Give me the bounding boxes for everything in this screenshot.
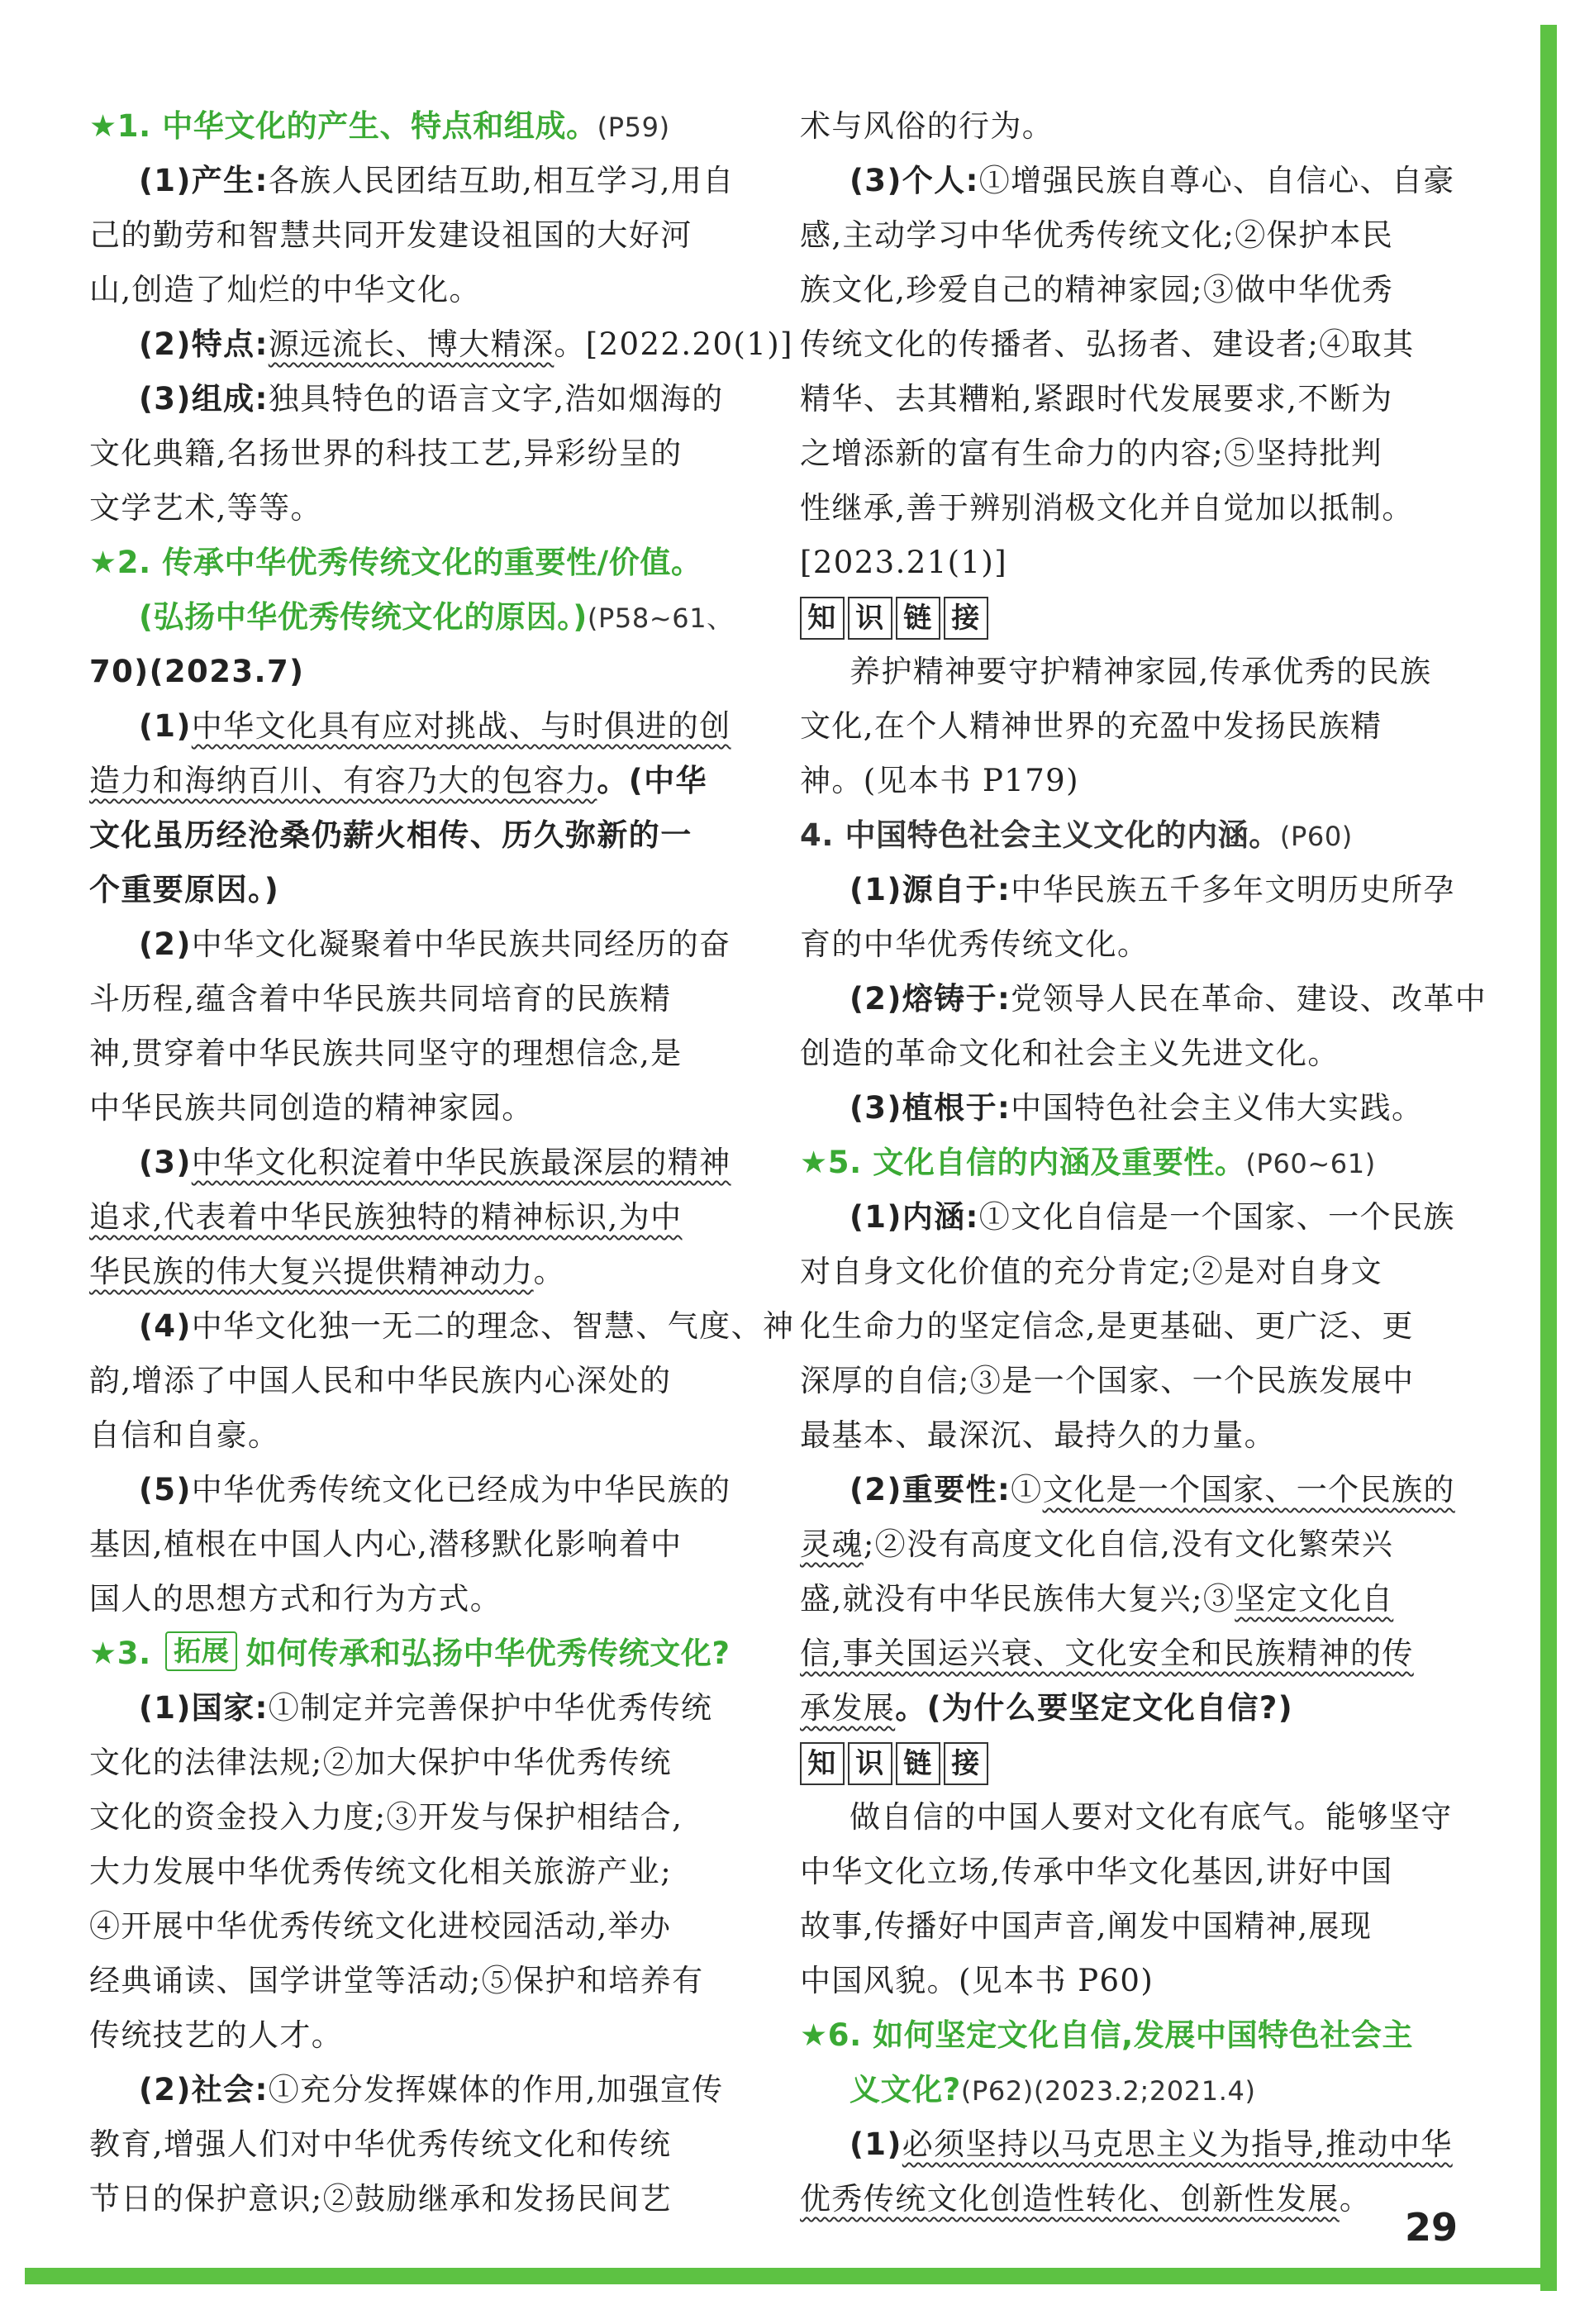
line-text: 文学艺术,等等。 xyxy=(89,490,322,526)
text-line xyxy=(89,1572,717,1626)
left-column xyxy=(89,99,795,2226)
key-point: 承发展 xyxy=(800,1690,896,1726)
section-number: 6. xyxy=(827,2017,873,2053)
line-text: 做自信的中国人要对文化有底气。能够坚守 xyxy=(849,1799,1453,1835)
text-line xyxy=(800,917,1428,972)
item-label: (3)个人: xyxy=(849,163,979,198)
text-line xyxy=(800,426,1428,481)
text-line xyxy=(89,263,717,317)
line-text: 创造的革命文化和社会主义先进文化。 xyxy=(800,1036,1340,1071)
text-line xyxy=(800,154,1455,208)
line-text: 70)(2023.7) xyxy=(89,654,305,689)
text-line xyxy=(800,1517,1428,1572)
section-title xyxy=(800,2063,1428,2117)
text-line xyxy=(800,1081,1428,1136)
line-text: 各族人民团结互助,相互学习,用自 xyxy=(268,163,735,198)
key-point: 造力和海纳百川、有容乃大的包容力 xyxy=(89,763,597,798)
star-icon: ★ xyxy=(800,1145,828,1180)
line-text: 之增添新的富有生命力的内容;⑤坚持批判 xyxy=(800,436,1383,471)
text-line xyxy=(800,99,1428,154)
knowledge-link-char: 接 xyxy=(944,1742,988,1785)
line-text: 对自身文化价值的充分肯定;②是对自身文 xyxy=(800,1254,1383,1289)
key-point: 中华文化具有应对挑战、与时俱进的创 xyxy=(191,708,731,744)
text-line xyxy=(800,863,1455,917)
text-line xyxy=(800,972,1487,1026)
key-point: 华民族的伟大复兴提供精神动力 xyxy=(89,1254,534,1289)
line-text: 族文化,珍爱自己的精神家园;③做中华优秀 xyxy=(800,272,1394,307)
line-text: 独具特色的语言文字,浩如烟海的 xyxy=(268,381,724,417)
page-reference: (P58~61、 xyxy=(587,602,734,634)
green-frame-bottom xyxy=(25,2268,1557,2284)
key-point: 优秀传统文化创造性转化、创新性发展 xyxy=(800,2181,1340,2217)
text-line xyxy=(89,1299,795,1354)
line-text: 。(中华 xyxy=(597,763,707,798)
line-text: 山,创造了灿烂的中华文化。 xyxy=(89,272,481,307)
line-text: 节日的保护意识;②鼓励继承和发扬民间艺 xyxy=(89,2181,673,2217)
text-line xyxy=(89,1517,717,1572)
line-text: 文化的法律法规;②加大保护中华优秀传统 xyxy=(89,1745,673,1780)
section-number: 1. xyxy=(117,108,163,144)
key-point: 坚定文化自 xyxy=(1235,1581,1394,1617)
line-text: 中国特色社会主义伟大实践。 xyxy=(1011,1090,1424,1126)
line-text: 中国风貌。(见本书 P60) xyxy=(800,1963,1154,1998)
section-title xyxy=(800,2008,1428,2063)
text-line xyxy=(89,154,735,208)
line-text: 己的勤劳和智慧共同开发建设祖国的大好河 xyxy=(89,217,692,253)
line-text: 韵,增添了中国人民和中华民族内心深处的 xyxy=(89,1363,672,1398)
line-text: [2023.21(1)] xyxy=(800,545,1008,580)
line-text: 中华民族共同创造的精神家园。 xyxy=(89,1090,534,1126)
text-line xyxy=(89,1081,717,1136)
item-label: (2)社会: xyxy=(139,2072,269,2107)
text-line xyxy=(89,1408,717,1463)
text-line xyxy=(89,1190,717,1245)
section-title-text: 如何传承和弘扬中华优秀传统文化? xyxy=(245,1636,731,1671)
text-line xyxy=(800,1026,1428,1081)
item-label: (2)特点: xyxy=(139,326,269,362)
text-line xyxy=(800,1190,1455,1245)
page-number: 29 xyxy=(1405,2205,1459,2250)
text-line xyxy=(800,1626,1428,1681)
line-text: 术与风俗的行为。 xyxy=(800,108,1054,144)
star-icon: ★ xyxy=(89,1636,117,1671)
text-line xyxy=(800,208,1428,263)
text-line xyxy=(89,645,717,699)
text-line xyxy=(89,2008,717,2063)
line-text: 中华文化凝聚着中华民族共同经历的奋 xyxy=(191,926,731,962)
text-line xyxy=(800,645,1432,699)
line-text: 中华文化立场,传承中华文化基因,讲好中国 xyxy=(800,1854,1393,1889)
text-line xyxy=(89,2117,717,2172)
line-text: 性继承,善于辨别消极文化并自觉加以抵制。 xyxy=(800,490,1414,526)
item-label: (2)熔铸于: xyxy=(849,981,1011,1017)
item-label: (1) xyxy=(139,708,192,744)
text-line xyxy=(800,1845,1428,1899)
text-line xyxy=(800,263,1428,317)
section-title-text: (弘扬中华优秀传统文化的原因。) xyxy=(139,599,588,635)
line-text: ①文化自信是一个国家、一个民族 xyxy=(978,1199,1455,1235)
text-line xyxy=(89,372,724,426)
text-line xyxy=(89,1899,717,1954)
section-title xyxy=(800,808,1428,863)
text-line xyxy=(89,1845,717,1899)
text-line xyxy=(89,1736,717,1790)
section-title xyxy=(89,590,734,645)
key-point: 中华文化积淀着中华民族最深层的精神 xyxy=(191,1145,731,1180)
knowledge-link-char: 链 xyxy=(896,1742,940,1785)
knowledge-link-badge xyxy=(800,1742,988,1785)
section-number: 5. xyxy=(827,1145,873,1180)
key-point: 文化是一个国家、一个民族的 xyxy=(1042,1472,1455,1507)
text-line xyxy=(89,481,717,536)
text-line xyxy=(89,1026,717,1081)
section-title-text: 中国特色社会主义文化的内涵。 xyxy=(845,817,1280,853)
line-text: 文化,在个人精神世界的充盈中发扬民族精 xyxy=(800,708,1382,744)
section-title-text: 文化自信的内涵及重要性。 xyxy=(873,1145,1246,1180)
line-text: 传统文化的传播者、弘扬者、建设者;④取其 xyxy=(800,326,1415,362)
item-label: (4) xyxy=(139,1308,192,1344)
text-line xyxy=(89,1245,717,1299)
line-text: 深厚的自信;③是一个国家、一个民族发展中 xyxy=(800,1363,1415,1398)
line-text: 。[2022.20(1)] xyxy=(554,326,793,362)
text-line xyxy=(89,208,717,263)
text-line xyxy=(800,1408,1428,1463)
knowledge-link-header xyxy=(800,590,1428,645)
text-line xyxy=(89,2172,717,2226)
knowledge-link-char: 识 xyxy=(848,1742,892,1785)
text-line xyxy=(800,1299,1428,1354)
line-text: 斗历程,蕴含着中华民族共同培育的民族精 xyxy=(89,981,672,1017)
line-text: 文化典籍,名扬世界的科技工艺,异彩纷呈的 xyxy=(89,436,683,471)
line-text: 育的中华优秀传统文化。 xyxy=(800,926,1149,962)
key-point: 追求,代表着中华民族独特的精神标识,为中 xyxy=(89,1199,683,1235)
line-text: 最基本、最深沉、最持久的力量。 xyxy=(800,1417,1276,1453)
text-line xyxy=(800,2117,1453,2172)
text-line xyxy=(800,536,1428,590)
text-line xyxy=(89,699,731,754)
text-line xyxy=(800,1572,1428,1626)
line-text: ①增强民族自尊心、自信心、自豪 xyxy=(978,163,1455,198)
line-text: 国人的思想方式和行为方式。 xyxy=(89,1581,502,1617)
page-reference: (P59) xyxy=(597,112,670,143)
extension-badge: 拓展 xyxy=(165,1631,237,1671)
section-title xyxy=(89,536,717,590)
line-text: 化生命力的坚定信念,是更基础、更广泛、更 xyxy=(800,1308,1414,1344)
text-line xyxy=(800,372,1428,426)
section-title-text: 义文化? xyxy=(849,2072,961,2107)
line-text: 。 xyxy=(533,1254,566,1289)
line-text: 感,主动学习中华优秀传统文化;②保护本民 xyxy=(800,217,1394,253)
line-text: ;②没有高度文化自信,没有文化繁荣兴 xyxy=(863,1526,1394,1562)
section-number: 3. xyxy=(117,1636,163,1671)
right-column xyxy=(800,99,1487,2226)
line-text: ④开展中华优秀传统文化进校园活动,举办 xyxy=(89,1908,672,1944)
text-line xyxy=(800,1899,1428,1954)
text-line xyxy=(89,317,793,372)
page-reference: (P60~61) xyxy=(1245,1148,1376,1179)
text-line xyxy=(800,1954,1428,2008)
text-line xyxy=(800,481,1428,536)
line-text: 。 xyxy=(1339,2181,1372,2217)
line-text: 个重要原因。) xyxy=(89,872,280,907)
text-line xyxy=(800,1463,1455,1517)
line-text: 传统技艺的人才。 xyxy=(89,2017,344,2053)
text-line xyxy=(800,1245,1428,1299)
line-text: 中华民族五千多年文明历史所孕 xyxy=(1011,872,1455,907)
knowledge-link-char: 知 xyxy=(800,597,845,640)
star-icon: ★ xyxy=(89,545,117,580)
text-line xyxy=(800,317,1428,372)
section-number: 4. xyxy=(800,817,845,853)
text-line xyxy=(89,808,717,863)
line-text: 神。(见本书 P179) xyxy=(800,763,1079,798)
text-line xyxy=(800,1681,1428,1736)
text-line xyxy=(89,1681,717,1736)
line-text: 文化虽历经沧桑仍薪火相传、历久弥新的一 xyxy=(89,817,692,853)
knowledge-link-char: 知 xyxy=(800,1742,845,1785)
item-label: (5) xyxy=(139,1472,192,1507)
text-line xyxy=(800,699,1428,754)
section-title-text: 中华文化的产生、特点和组成。 xyxy=(162,108,597,144)
section-title-text: 传承中华优秀传统文化的重要性/价值。 xyxy=(162,545,702,580)
item-label: (2) xyxy=(139,926,192,962)
line-text: 精华、去其糟粕,紧跟时代发展要求,不断为 xyxy=(800,381,1393,417)
knowledge-link-char: 识 xyxy=(848,597,892,640)
text-line xyxy=(89,426,717,481)
section-title xyxy=(89,1626,731,1681)
text-line xyxy=(89,972,717,1026)
section-title xyxy=(800,1136,1428,1190)
line-text: 。(为什么要坚定文化自信?) xyxy=(895,1690,1294,1726)
section-title-text: 如何坚定文化自信,发展中国特色社会主 xyxy=(873,2017,1414,2053)
star-icon: ★ xyxy=(89,108,117,144)
line-text: 神,贯穿着中华民族共同坚守的理想信念,是 xyxy=(89,1036,683,1071)
item-label: (1)内涵: xyxy=(849,1199,979,1235)
line-text: 养护精神要守护精神家园,传承优秀的民族 xyxy=(849,654,1432,689)
line-text: 教育,增强人们对中华优秀传统文化和传统 xyxy=(89,2126,672,2162)
text-line xyxy=(89,1790,717,1845)
line-text: 文化的资金投入力度;③开发与保护相结合, xyxy=(89,1799,683,1835)
item-label: (2)重要性: xyxy=(849,1472,1011,1507)
line-text: ①充分发挥媒体的作用,加强宣传 xyxy=(268,2072,724,2107)
text-line xyxy=(89,1954,717,2008)
key-point: 必须坚持以马克思主义为指导,推动中华 xyxy=(902,2126,1453,2162)
text-line xyxy=(89,1136,731,1190)
line-text: 党领导人民在革命、建设、改革中 xyxy=(1011,981,1487,1017)
item-label: (1) xyxy=(849,2126,902,2162)
text-line xyxy=(89,1463,731,1517)
line-text: 大力发展中华优秀传统文化相关旅游产业; xyxy=(89,1854,673,1889)
key-point: 源远流长、博大精深 xyxy=(268,326,554,362)
text-line xyxy=(89,1354,717,1408)
line-text: ① xyxy=(1011,1472,1043,1507)
key-point: 信,事关国运兴衰、文化安全和民族精神的传 xyxy=(800,1636,1414,1671)
section-title xyxy=(89,99,717,154)
text-line xyxy=(800,1354,1428,1408)
text-line xyxy=(800,754,1428,808)
line-text: 经典诵读、国学讲堂等活动;⑤保护和培养有 xyxy=(89,1963,704,1998)
page-reference: (P62)(2023.2;2021.4) xyxy=(960,2075,1256,2107)
knowledge-link-header xyxy=(800,1736,1428,1790)
item-label: (3)组成: xyxy=(139,381,269,417)
green-frame-right xyxy=(1540,25,1557,2291)
page-reference: (P60) xyxy=(1279,821,1353,852)
item-label: (1)源自于: xyxy=(849,872,1011,907)
text-line xyxy=(89,2063,724,2117)
knowledge-link-badge xyxy=(800,597,988,640)
line-text: ①制定并完善保护中华优秀传统 xyxy=(268,1690,713,1726)
item-label: (3) xyxy=(139,1145,192,1180)
text-line xyxy=(89,754,717,808)
text-line xyxy=(89,863,717,917)
key-point: 灵魂 xyxy=(800,1526,864,1562)
section-number: 2. xyxy=(117,545,163,580)
knowledge-link-char: 接 xyxy=(944,597,988,640)
text-line xyxy=(800,1790,1453,1845)
text-line xyxy=(800,2172,1428,2226)
line-text: 中华优秀传统文化已经成为中华民族的 xyxy=(191,1472,731,1507)
item-label: (3)植根于: xyxy=(849,1090,1011,1126)
knowledge-link-char: 链 xyxy=(896,597,940,640)
item-label: (1)产生: xyxy=(139,163,269,198)
star-icon: ★ xyxy=(800,2017,828,2053)
line-text: 自信和自豪。 xyxy=(89,1417,280,1453)
line-text: 故事,传播好中国声音,阐发中国精神,展现 xyxy=(800,1908,1373,1944)
line-text: 基因,植根在中国人内心,潜移默化影响着中 xyxy=(89,1526,683,1562)
line-text: 中华文化独一无二的理念、智慧、气度、神 xyxy=(191,1308,795,1344)
item-label: (1)国家: xyxy=(139,1690,269,1726)
text-line xyxy=(89,917,731,972)
line-text: 盛,就没有中华民族伟大复兴;③ xyxy=(800,1581,1235,1617)
